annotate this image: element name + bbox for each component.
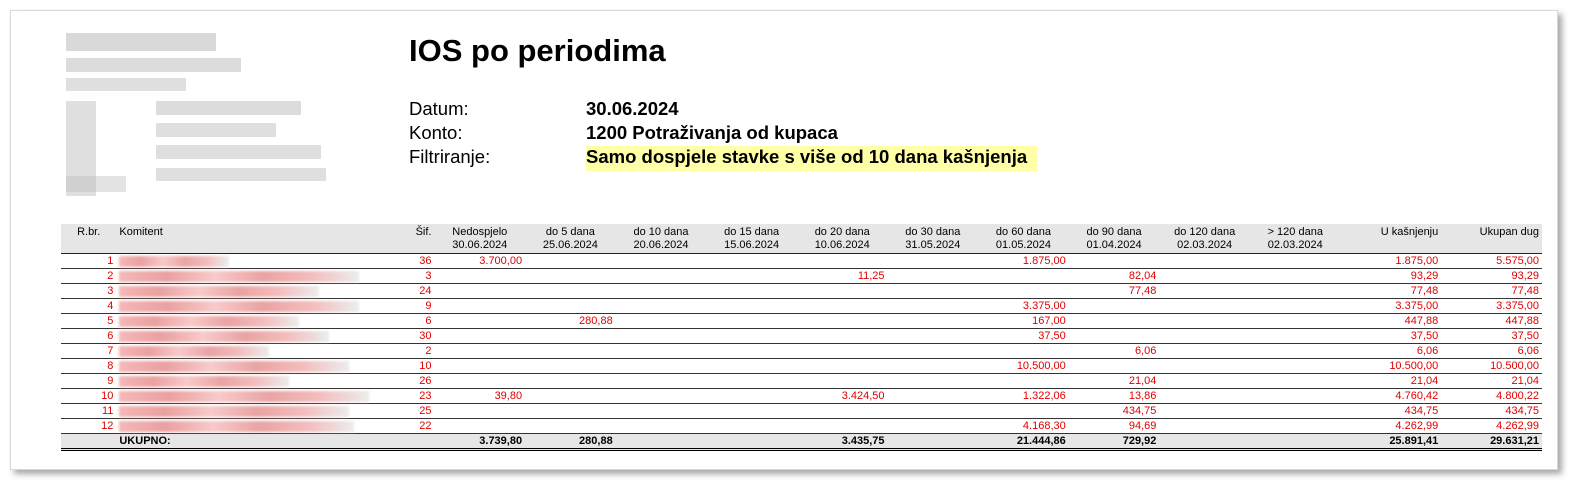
total-cell-d15 — [706, 434, 797, 450]
total-spacer — [350, 434, 435, 450]
table-row — [61, 329, 1542, 344]
amount-cell-d15 — [706, 359, 797, 374]
amount-cell-d120p — [1250, 404, 1341, 419]
total-cell-u_kasnjenju: 25.891,41 — [1341, 434, 1442, 450]
amount-cell-d120 — [1159, 254, 1250, 269]
amount-cell-u_kasnjenju: 93,29 — [1410, 270, 1439, 282]
amount-cell-d10 — [616, 374, 707, 389]
report-page — [10, 10, 1558, 470]
amount-cell-u_kasnjenju: 4.262,99 — [1395, 420, 1439, 432]
amount-cell-d30 — [888, 329, 979, 344]
meta-datum-label: Datum: — [409, 98, 469, 119]
column-header-date: 10.06.2024 — [814, 239, 870, 251]
column-header — [116, 224, 350, 254]
amount-cell-nedospjelo: 3.700,00 — [479, 255, 523, 267]
column-header — [616, 224, 707, 254]
amount-cell-d30 — [888, 359, 979, 374]
amount-cell-d20 — [797, 284, 888, 299]
amount-cell-d60 — [978, 284, 1069, 299]
row-number-cell: 12 — [101, 420, 114, 432]
redacted-name — [119, 301, 359, 312]
column-header-date: 01.05.2024 — [995, 239, 1051, 251]
komitent-cell — [116, 314, 350, 329]
amount-cell-d20 — [797, 374, 888, 389]
amount-cell-d30 — [888, 314, 979, 329]
column-header — [978, 224, 1069, 254]
amount-cell-d15 — [706, 284, 797, 299]
amount-cell-d10 — [616, 299, 707, 314]
amount-cell-d120 — [1159, 389, 1250, 404]
amount-cell-d90: 94,69 — [1128, 420, 1157, 432]
redacted-name — [119, 271, 359, 282]
column-header-label: R.br. — [77, 226, 101, 238]
amount-cell-u_kasnjenju: 10.500,00 — [1389, 360, 1439, 372]
amount-cell-d30 — [888, 419, 979, 434]
komitent-cell — [116, 404, 350, 419]
column-header — [61, 224, 116, 254]
amount-cell-d15 — [706, 329, 797, 344]
amount-cell-d5 — [525, 254, 616, 269]
table-row — [61, 299, 1542, 314]
amount-cell-nedospjelo: 39,80 — [494, 390, 523, 402]
amount-cell-d15 — [706, 254, 797, 269]
amount-cell-d20: 3.424,50 — [841, 390, 885, 402]
amount-cell-d90: 82,04 — [1128, 270, 1157, 282]
row-number-cell: 8 — [107, 360, 114, 372]
column-header-label: do 120 dana — [1174, 226, 1236, 238]
amount-cell-d120p — [1250, 344, 1341, 359]
column-header-date — [1444, 239, 1539, 252]
sifra-cell: 9 — [425, 300, 432, 312]
redacted-name — [119, 316, 299, 327]
amount-cell-d5 — [525, 329, 616, 344]
amount-cell-d30 — [888, 389, 979, 404]
meta-konto-value: 1200 Potraživanja od kupaca — [586, 122, 838, 143]
komitent-cell — [116, 329, 350, 344]
column-header — [797, 224, 888, 254]
total-cell-d5: 280,88 — [525, 434, 616, 450]
amount-cell-d15 — [706, 419, 797, 434]
total-cell-d60: 21.444,86 — [978, 434, 1069, 450]
amount-cell-d5 — [525, 419, 616, 434]
column-header — [1441, 224, 1542, 254]
amount-cell-u_kasnjenju: 447,88 — [1404, 315, 1439, 327]
column-header — [525, 224, 616, 254]
total-cell-d20: 3.435,75 — [797, 434, 888, 450]
total-cell-d10 — [616, 434, 707, 450]
row-number-cell: 5 — [107, 315, 114, 327]
table-body — [61, 254, 1542, 450]
amount-cell-d120p — [1250, 359, 1341, 374]
amount-cell-d90: 6,06 — [1134, 345, 1157, 357]
amount-cell-d120p — [1250, 329, 1341, 344]
amount-cell-d20 — [797, 254, 888, 269]
sifra-cell: 25 — [419, 405, 432, 417]
report-title: IOS po periodima — [409, 33, 666, 68]
komitent-cell — [116, 359, 350, 374]
row-number-cell: 10 — [101, 390, 114, 402]
amount-cell-ukupan_dug: 77,48 — [1511, 285, 1539, 297]
amount-cell-d5 — [525, 299, 616, 314]
sifra-cell: 30 — [419, 330, 432, 342]
amount-cell-d20 — [797, 329, 888, 344]
amount-cell-d5 — [525, 404, 616, 419]
column-header-label: do 10 dana — [633, 226, 689, 238]
table-row — [61, 254, 1542, 269]
amount-cell-d5 — [525, 359, 616, 374]
redacted-name — [119, 406, 349, 417]
amount-cell-d30 — [888, 344, 979, 359]
amount-cell-ukupan_dug: 37,50 — [1511, 330, 1539, 342]
amount-cell-d30 — [888, 374, 979, 389]
amount-cell-d60: 4.168,30 — [1022, 420, 1066, 432]
amount-cell-ukupan_dug: 4.262,99 — [1496, 420, 1539, 432]
amount-cell-nedospjelo — [434, 314, 525, 329]
amount-cell-u_kasnjenju: 6,06 — [1416, 345, 1439, 357]
amount-cell-d60 — [978, 269, 1069, 284]
amount-cell-ukupan_dug: 5.575,00 — [1496, 255, 1539, 267]
amount-cell-d15 — [706, 404, 797, 419]
total-row — [61, 434, 1542, 450]
amount-cell-nedospjelo — [434, 374, 525, 389]
column-header-label: do 30 dana — [905, 226, 961, 238]
row-number-cell: 9 — [107, 375, 114, 387]
amount-cell-d120p — [1250, 284, 1341, 299]
amount-cell-d5 — [525, 374, 616, 389]
total-cell-d30 — [888, 434, 979, 450]
meta-filtriranje-label: Filtriranje: — [409, 146, 491, 167]
amount-cell-d10 — [616, 254, 707, 269]
komitent-cell — [116, 419, 350, 434]
sifra-cell: 3 — [425, 270, 432, 282]
total-cell-d90: 729,92 — [1069, 434, 1160, 450]
amount-cell-d5 — [525, 269, 616, 284]
table-row — [61, 404, 1542, 419]
redacted-name — [119, 391, 369, 402]
sifra-cell: 10 — [419, 360, 432, 372]
column-header-label: do 15 dana — [724, 226, 780, 238]
table-row — [61, 374, 1542, 389]
amount-cell-d15 — [706, 389, 797, 404]
sifra-cell: 23 — [419, 390, 432, 402]
amount-cell-d120 — [1159, 329, 1250, 344]
amount-cell-d90 — [1069, 329, 1160, 344]
column-header — [1250, 224, 1341, 254]
amount-cell-d30 — [888, 269, 979, 284]
amount-cell-u_kasnjenju: 4.760,42 — [1395, 390, 1439, 402]
amount-cell-d60: 37,50 — [1038, 330, 1066, 342]
amount-cell-d90 — [1069, 314, 1160, 329]
table-header-row — [61, 224, 1542, 254]
amount-cell-d10 — [616, 314, 707, 329]
amount-cell-ukupan_dug: 434,75 — [1505, 405, 1539, 417]
total-cell-ukupan_dug: 29.631,21 — [1441, 434, 1542, 450]
amount-cell-d120p — [1250, 269, 1341, 284]
row-number-cell: 1 — [107, 255, 114, 267]
amount-cell-d10 — [616, 344, 707, 359]
amount-cell-ukupan_dug: 10.500,00 — [1490, 360, 1539, 372]
total-cell-d120p — [1250, 434, 1341, 450]
komitent-cell — [116, 269, 350, 284]
amount-cell-d60: 10.500,00 — [1016, 360, 1066, 372]
table-row — [61, 419, 1542, 434]
sifra-cell: 6 — [425, 315, 432, 327]
row-number-cell: 7 — [107, 345, 114, 357]
column-header — [434, 224, 525, 254]
amount-cell-d20: 11,25 — [857, 270, 885, 282]
ios-table — [61, 224, 1542, 451]
amount-cell-d20 — [797, 404, 888, 419]
amount-cell-d10 — [616, 404, 707, 419]
komitent-cell — [116, 254, 350, 269]
meta-filtriranje-value: Samo dospjele stavke s više od 10 dana kašnjenja — [586, 146, 1037, 171]
amount-cell-d60: 167,00 — [1032, 315, 1066, 327]
amount-cell-nedospjelo — [434, 404, 525, 419]
column-header-date: 01.04.2024 — [1086, 239, 1142, 251]
column-header — [888, 224, 979, 254]
sifra-cell: 36 — [419, 255, 432, 267]
amount-cell-d90: 13,86 — [1128, 390, 1157, 402]
column-header-date: 02.03.2024 — [1177, 239, 1233, 251]
redacted-name — [119, 256, 229, 267]
amount-cell-d15 — [706, 344, 797, 359]
total-cell-d120 — [1159, 434, 1250, 450]
amount-cell-ukupan_dug: 21,04 — [1511, 375, 1539, 387]
column-header — [1341, 224, 1442, 254]
table-row — [61, 389, 1542, 404]
amount-cell-d90 — [1069, 359, 1160, 374]
amount-cell-d60: 1.875,00 — [1022, 255, 1066, 267]
amount-cell-d5 — [525, 344, 616, 359]
amount-cell-d10 — [616, 329, 707, 344]
amount-cell-d60 — [978, 344, 1069, 359]
column-header-label: > 120 dana — [1267, 226, 1323, 238]
column-header-date: 30.06.2024 — [452, 239, 508, 251]
amount-cell-d120p — [1250, 374, 1341, 389]
column-header-label: do 60 dana — [995, 226, 1051, 238]
column-header-date: 02.03.2024 — [1267, 239, 1323, 251]
amount-cell-d60: 3.375,00 — [1022, 300, 1066, 312]
table-row — [61, 269, 1542, 284]
amount-cell-d15 — [706, 314, 797, 329]
sifra-cell: 22 — [419, 420, 432, 432]
column-header-date — [119, 239, 347, 252]
amount-cell-nedospjelo — [434, 269, 525, 284]
amount-cell-d5 — [525, 389, 616, 404]
amount-cell-d30 — [888, 299, 979, 314]
komitent-cell — [116, 374, 350, 389]
amount-cell-d60 — [978, 404, 1069, 419]
sifra-cell: 2 — [425, 345, 432, 357]
column-header-date — [1344, 239, 1439, 252]
column-header-date: 20.06.2024 — [633, 239, 689, 251]
column-header-label: Nedospjelo — [452, 226, 508, 238]
row-number-cell: 11 — [101, 405, 114, 417]
amount-cell-u_kasnjenju: 77,48 — [1410, 285, 1439, 297]
row-number-cell: 6 — [107, 330, 114, 342]
column-header-date — [64, 239, 113, 252]
column-header-date: 31.05.2024 — [905, 239, 961, 251]
row-number-cell: 3 — [107, 285, 114, 297]
row-number-cell: 4 — [107, 300, 114, 312]
komitent-cell — [116, 299, 350, 314]
amount-cell-d5 — [525, 284, 616, 299]
meta-datum-value: 30.06.2024 — [586, 98, 679, 119]
amount-cell-u_kasnjenju: 21,04 — [1410, 375, 1439, 387]
amount-cell-nedospjelo — [434, 344, 525, 359]
column-header — [350, 224, 435, 254]
amount-cell-u_kasnjenju: 434,75 — [1404, 405, 1439, 417]
sifra-cell: 26 — [419, 375, 432, 387]
amount-cell-d120 — [1159, 284, 1250, 299]
amount-cell-d10 — [616, 269, 707, 284]
column-header — [706, 224, 797, 254]
amount-cell-d15 — [706, 299, 797, 314]
row-number-cell: 2 — [107, 270, 114, 282]
amount-cell-d15 — [706, 374, 797, 389]
amount-cell-d10 — [616, 389, 707, 404]
column-header-label: do 20 dana — [814, 226, 870, 238]
amount-cell-d120p — [1250, 419, 1341, 434]
amount-cell-ukupan_dug: 3.375,00 — [1496, 300, 1539, 312]
amount-cell-d30 — [888, 254, 979, 269]
column-header-date: 15.06.2024 — [724, 239, 780, 251]
amount-cell-d15 — [706, 269, 797, 284]
table-row — [61, 359, 1542, 374]
redacted-name — [119, 361, 349, 372]
amount-cell-d60: 1.322,06 — [1022, 390, 1066, 402]
amount-cell-d30 — [888, 404, 979, 419]
amount-cell-d120 — [1159, 269, 1250, 284]
amount-cell-d120 — [1159, 299, 1250, 314]
komitent-cell — [116, 344, 350, 359]
column-header-label: Komitent — [119, 226, 163, 238]
amount-cell-d90 — [1069, 299, 1160, 314]
amount-cell-d120 — [1159, 404, 1250, 419]
table-row — [61, 344, 1542, 359]
amount-cell-d120 — [1159, 419, 1250, 434]
column-header — [1069, 224, 1160, 254]
amount-cell-nedospjelo — [434, 329, 525, 344]
meta-konto-label: Konto: — [409, 122, 463, 143]
amount-cell-d10 — [616, 284, 707, 299]
amount-cell-d20 — [797, 344, 888, 359]
amount-cell-d120p — [1250, 299, 1341, 314]
column-header-date: 25.06.2024 — [542, 239, 598, 251]
amount-cell-d20 — [797, 314, 888, 329]
column-header-label: U kašnjenju — [1380, 226, 1439, 238]
column-header-label: do 90 dana — [1086, 226, 1142, 238]
column-header-label: do 5 dana — [545, 226, 595, 238]
company-logo — [66, 31, 336, 196]
amount-cell-d90: 77,48 — [1128, 285, 1157, 297]
sifra-cell: 24 — [419, 285, 432, 297]
amount-cell-d120 — [1159, 374, 1250, 389]
amount-cell-ukupan_dug: 93,29 — [1511, 270, 1539, 282]
amount-cell-d10 — [616, 359, 707, 374]
komitent-cell — [116, 284, 350, 299]
amount-cell-nedospjelo — [434, 299, 525, 314]
total-label: UKUPNO: — [116, 434, 350, 450]
amount-cell-ukupan_dug: 6,06 — [1517, 345, 1539, 357]
amount-cell-d60 — [978, 374, 1069, 389]
amount-cell-u_kasnjenju: 37,50 — [1410, 330, 1439, 342]
redacted-name — [119, 331, 329, 342]
redacted-name — [119, 286, 319, 297]
komitent-cell — [116, 389, 350, 404]
amount-cell-u_kasnjenju: 1.875,00 — [1395, 255, 1439, 267]
column-header-label: Ukupan dug — [1479, 226, 1539, 238]
amount-cell-d120 — [1159, 344, 1250, 359]
amount-cell-d120p — [1250, 314, 1341, 329]
amount-cell-nedospjelo — [434, 359, 525, 374]
amount-cell-u_kasnjenju: 3.375,00 — [1395, 300, 1439, 312]
total-cell-nedospjelo: 3.739,80 — [434, 434, 525, 450]
column-header-date — [353, 239, 432, 252]
redacted-name — [119, 376, 289, 387]
amount-cell-d120 — [1159, 314, 1250, 329]
amount-cell-d120 — [1159, 359, 1250, 374]
amount-cell-d120p — [1250, 254, 1341, 269]
amount-cell-d90 — [1069, 254, 1160, 269]
amount-cell-d120p — [1250, 389, 1341, 404]
total-spacer — [61, 434, 116, 450]
column-header-label: Šif. — [415, 226, 432, 238]
amount-cell-d10 — [616, 419, 707, 434]
amount-cell-nedospjelo — [434, 284, 525, 299]
column-header — [1159, 224, 1250, 254]
amount-cell-ukupan_dug: 447,88 — [1505, 315, 1539, 327]
redacted-name — [119, 346, 269, 357]
table-row — [61, 314, 1542, 329]
redacted-name — [119, 421, 354, 432]
amount-cell-d20 — [797, 359, 888, 374]
amount-cell-d20 — [797, 299, 888, 314]
table-row — [61, 284, 1542, 299]
amount-cell-nedospjelo — [434, 419, 525, 434]
amount-cell-d20 — [797, 419, 888, 434]
amount-cell-d90: 434,75 — [1122, 405, 1157, 417]
amount-cell-d5: 280,88 — [579, 315, 613, 327]
amount-cell-d90: 21,04 — [1128, 375, 1157, 387]
amount-cell-ukupan_dug: 4.800,22 — [1496, 390, 1539, 402]
amount-cell-d30 — [888, 284, 979, 299]
